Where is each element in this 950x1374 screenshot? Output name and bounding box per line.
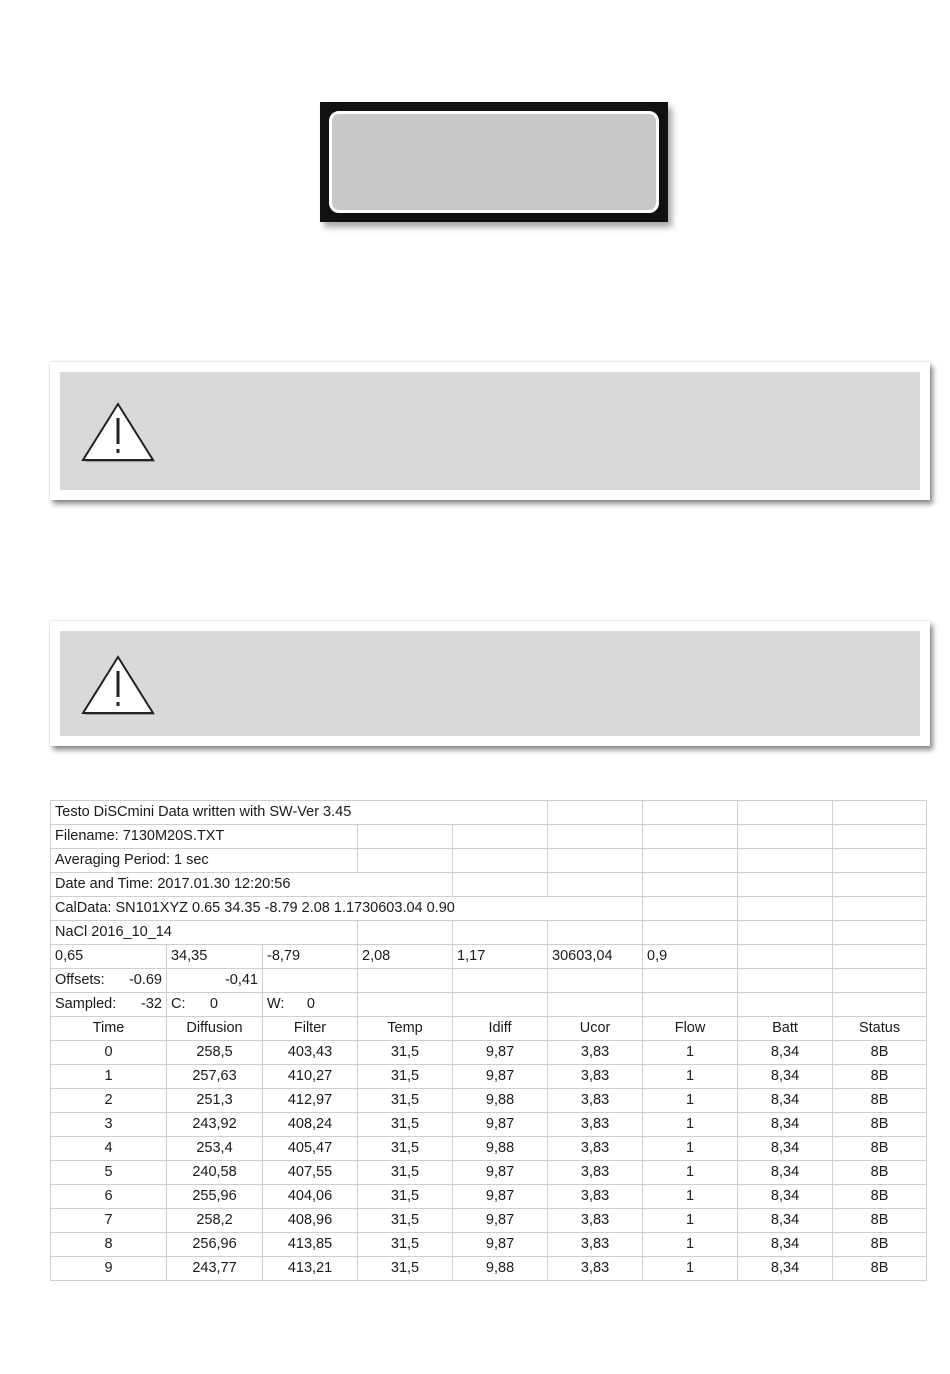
meta-cell: Date and Time: 2017.01.30 12:20:56	[51, 873, 358, 897]
table-cell: 31,5	[358, 1209, 453, 1233]
table-cell: 3	[51, 1113, 167, 1137]
sampled-w-label: W:	[267, 996, 285, 1012]
meta-row	[51, 825, 927, 849]
table-cell: 8,34	[738, 1137, 833, 1161]
table-cell: 8B	[833, 1113, 927, 1137]
cal-value: 30603,04	[548, 945, 643, 969]
table-row	[51, 1089, 927, 1113]
table-cell: 8	[51, 1233, 167, 1257]
table-cell: 3,83	[548, 1041, 643, 1065]
meta-cell: CalData: SN101XYZ 0.65 34.35 -8.79 2.08 1.1730603.04 0.90	[51, 897, 548, 921]
table-cell: 413,21	[263, 1257, 358, 1281]
table-cell: 8,34	[738, 1065, 833, 1089]
table-cell: 255,96	[167, 1185, 263, 1209]
table-cell: 3,83	[548, 1065, 643, 1089]
table-cell: 3,83	[548, 1113, 643, 1137]
table-cell: 8,34	[738, 1113, 833, 1137]
column-header: Batt	[738, 1017, 833, 1041]
sampled-cell	[51, 993, 167, 1017]
table-cell: 5	[51, 1161, 167, 1185]
data-rows	[51, 1041, 927, 1281]
table-cell: 251,3	[167, 1089, 263, 1113]
table-cell: 3,83	[548, 1185, 643, 1209]
meta-row	[51, 849, 927, 873]
meta-cell: Averaging Period: 1 sec	[51, 849, 263, 873]
table-cell: 9,87	[453, 1233, 548, 1257]
table-cell: 8,34	[738, 1041, 833, 1065]
table-cell: 8,34	[738, 1089, 833, 1113]
header-row	[51, 1017, 927, 1041]
warning-triangle-icon	[80, 400, 156, 464]
sampled-label: Sampled:	[55, 996, 117, 1012]
lcd-screen	[329, 111, 659, 213]
table-cell: 8,34	[738, 1209, 833, 1233]
table-cell: 8,34	[738, 1233, 833, 1257]
table-cell: 1	[643, 1257, 738, 1281]
table-cell: 408,24	[263, 1113, 358, 1137]
table-cell: 405,47	[263, 1137, 358, 1161]
table-cell: 412,97	[263, 1089, 358, 1113]
offsets-label: Offsets:	[55, 972, 105, 988]
table-cell: 9,87	[453, 1041, 548, 1065]
table-cell: 31,5	[358, 1233, 453, 1257]
table-cell: 408,96	[263, 1209, 358, 1233]
table-cell: 8B	[833, 1041, 927, 1065]
table-cell: 8B	[833, 1161, 927, 1185]
table-cell: 9	[51, 1257, 167, 1281]
table-cell: 31,5	[358, 1137, 453, 1161]
table-cell: 31,5	[358, 1185, 453, 1209]
table-cell: 257,63	[167, 1065, 263, 1089]
column-header: Flow	[643, 1017, 738, 1041]
table-cell: 1	[643, 1065, 738, 1089]
meta-cell: Filename: 7130M20S.TXT	[51, 825, 263, 849]
table-cell: 1	[51, 1065, 167, 1089]
table-cell: 6	[51, 1185, 167, 1209]
table-cell: 8B	[833, 1233, 927, 1257]
table-cell: 3,83	[548, 1089, 643, 1113]
table-cell: 8B	[833, 1065, 927, 1089]
table-cell: 31,5	[358, 1089, 453, 1113]
table-cell: 413,85	[263, 1233, 358, 1257]
warning-box-2	[50, 621, 930, 746]
table-cell: 8B	[833, 1257, 927, 1281]
table-cell: 8B	[833, 1209, 927, 1233]
data-spreadsheet	[50, 800, 927, 1281]
warning-box-1-panel	[60, 372, 920, 490]
table-cell: 3,83	[548, 1137, 643, 1161]
table-cell: 243,92	[167, 1113, 263, 1137]
warning-triangle-icon	[80, 653, 156, 717]
table-cell: 3,83	[548, 1209, 643, 1233]
sampled-value: -32	[141, 996, 162, 1012]
table-cell: 404,06	[263, 1185, 358, 1209]
table-cell: 8B	[833, 1089, 927, 1113]
table-cell: 243,77	[167, 1257, 263, 1281]
table-row	[51, 1233, 927, 1257]
cal-value: 34,35	[167, 945, 263, 969]
table-row	[51, 1209, 927, 1233]
cal-value: 0,65	[51, 945, 167, 969]
meta-row	[51, 897, 927, 921]
table-cell: 9,87	[453, 1113, 548, 1137]
table-cell: 410,27	[263, 1065, 358, 1089]
warning-box-1	[50, 362, 930, 500]
table-cell: 9,88	[453, 1257, 548, 1281]
table-cell: 256,96	[167, 1233, 263, 1257]
table-cell: 258,2	[167, 1209, 263, 1233]
table-cell: 1	[643, 1137, 738, 1161]
column-header: Status	[833, 1017, 927, 1041]
table-cell: 2	[51, 1089, 167, 1113]
meta-row	[51, 921, 927, 945]
offsets-cell	[51, 969, 167, 993]
meta-cell: Testo DiSCmini Data written with SW-Ver 3.45	[51, 801, 453, 825]
table-cell: 8B	[833, 1137, 927, 1161]
table-cell: 1	[643, 1233, 738, 1257]
sampled-w-cell	[263, 993, 358, 1017]
meta-row	[51, 873, 927, 897]
offsets-value-2: -0,41	[167, 969, 263, 993]
table-cell: 9,88	[453, 1089, 548, 1113]
table-cell: 258,5	[167, 1041, 263, 1065]
table-row	[51, 1113, 927, 1137]
table-cell: 1	[643, 1089, 738, 1113]
sampled-row	[51, 993, 927, 1017]
offsets-row	[51, 969, 927, 993]
table-cell: 8,34	[738, 1161, 833, 1185]
sampled-w-value: 0	[306, 996, 315, 1012]
table-cell: 9,88	[453, 1137, 548, 1161]
table-cell: 1	[643, 1113, 738, 1137]
table-cell: 9,87	[453, 1209, 548, 1233]
cal-value: 0,9	[643, 945, 738, 969]
table-cell: 31,5	[358, 1161, 453, 1185]
column-header: Time	[51, 1017, 167, 1041]
table-row	[51, 1161, 927, 1185]
table-cell: 31,5	[358, 1041, 453, 1065]
table-row	[51, 1041, 927, 1065]
column-header: Filter	[263, 1017, 358, 1041]
column-header: Ucor	[548, 1017, 643, 1041]
meta-row	[51, 801, 927, 825]
table-cell: 1	[643, 1041, 738, 1065]
offsets-value-1: -0.69	[128, 972, 162, 988]
table-cell: 0	[51, 1041, 167, 1065]
cal-value: 2,08	[358, 945, 453, 969]
column-header: Diffusion	[167, 1017, 263, 1041]
table-cell: 8,34	[738, 1257, 833, 1281]
warning-box-2-panel	[60, 631, 920, 736]
table-cell: 31,5	[358, 1065, 453, 1089]
table-cell: 3,83	[548, 1161, 643, 1185]
column-header: Idiff	[453, 1017, 548, 1041]
table-cell: 240,58	[167, 1161, 263, 1185]
table-cell: 8B	[833, 1185, 927, 1209]
meta-cell: NaCl 2016_10_14	[51, 921, 263, 945]
table-cell: 407,55	[263, 1161, 358, 1185]
table-cell: 1	[643, 1209, 738, 1233]
cal-value: 1,17	[453, 945, 548, 969]
table-cell: 4	[51, 1137, 167, 1161]
table-cell: 9,87	[453, 1161, 548, 1185]
table-row	[51, 1185, 927, 1209]
table-cell: 9,87	[453, 1185, 548, 1209]
sampled-c-label: C:	[171, 996, 186, 1012]
table-cell: 1	[643, 1161, 738, 1185]
table-row	[51, 1137, 927, 1161]
table-cell: 3,83	[548, 1233, 643, 1257]
cal-values-row	[51, 945, 927, 969]
table-row	[51, 1257, 927, 1281]
table-cell: 8,34	[738, 1185, 833, 1209]
table-cell: 9,87	[453, 1065, 548, 1089]
table-cell: 403,43	[263, 1041, 358, 1065]
lcd-display	[320, 102, 668, 222]
table-cell: 253,4	[167, 1137, 263, 1161]
table-cell: 1	[643, 1185, 738, 1209]
cal-value: -8,79	[263, 945, 358, 969]
sampled-c-value: 0	[209, 996, 218, 1012]
table-cell: 3,83	[548, 1257, 643, 1281]
table-cell: 31,5	[358, 1257, 453, 1281]
sampled-c-cell	[167, 993, 263, 1017]
table-row	[51, 1065, 927, 1089]
table-cell: 7	[51, 1209, 167, 1233]
column-header: Temp	[358, 1017, 453, 1041]
table-cell: 31,5	[358, 1113, 453, 1137]
